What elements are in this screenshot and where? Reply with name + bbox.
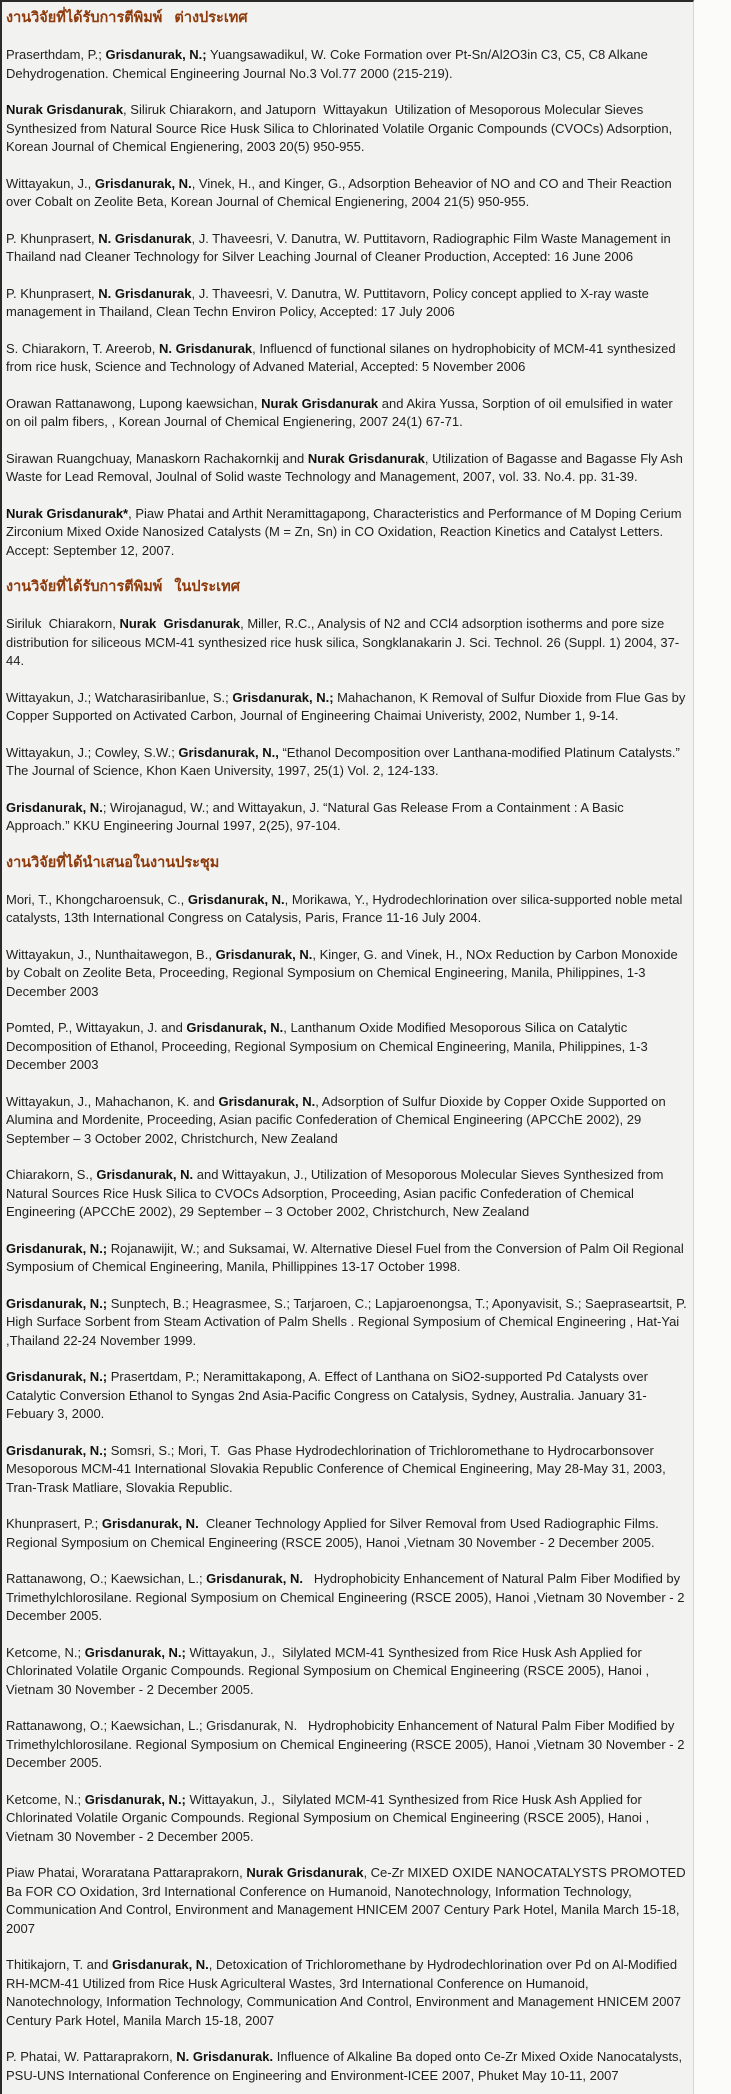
author-name-bold: Grisdanurak, N.; [105,47,207,62]
citation-text: , Morikawa, Y., Hydrodechlorination over silica-supported noble metal catalysts, 13th International Congress on Catalysis, Paris, France 11-16 July 2004. [6,891,686,925]
citation-text: Thitikajorn, T. and [6,1957,112,1972]
citation-paragraph [6,689,690,726]
citation-text: Wittayakun, J., [6,175,95,191]
citation-text: , J. Thaveesri, V. Danutra, W. Puttitavorn, Policy concept applied to X-ray waste management in Thailand, Clean Techn Environ Policy, Accepted: 17 July 2006 [6,285,653,319]
author-name-bold: Grisdanurak, N.; [6,1295,108,1311]
citation-text: , Influencd of functional silanes on hydrophobicity of MCM-41 synthesized from rice husk, Science and Technology of Advaned Material, Accepted: 5 November 2006 [6,340,680,374]
citation-paragraph [6,1791,687,1847]
citation-paragraph [6,891,687,928]
citation-paragraph [6,1644,687,1700]
author-name-bold: Nurak Grisdanurak [261,395,379,411]
author-name-bold: Grisdanurak, N.; [6,1240,108,1256]
citation-paragraph [6,395,687,432]
citation-paragraph [6,1717,687,1773]
author-name-bold: Grisdanurak, N.; [84,1791,186,1807]
citation-paragraph [6,799,687,836]
citation-text: Pomted, P., Wittayakun, J. and [6,1020,187,1035]
citation-text: Cleaner Technology Applied for Silver Removal from Used Radiographic Films. Regional Symposium on Chemical Engineering (RSCE 2005), Hanoi ,Vietnam 30 November - 2 December 2005. [6,1516,663,1550]
citation-text: Sunptech, B.; Heagrasmee, S.; Tarjaroen, C.; Lapjaroenongsa, T.; Aponyavisit, S.; Saepraseartsit, P. High Surface Sorbent from Steam Activation of Palm Shells . Regional Symposium of Chemical Engineering , Hat-Yai ,Thailand 22-24 November 1999. [6,1295,691,1348]
citation-text: Wittayakun, J., Silylated MCM-41 Synthesized from Rice Husk Ash Applied for Chlorinated Volatile Organic Compounds. Regional Symposium on Chemical Engineering (RSCE 2005), Hanoi , Vietnam 30 November - 2 December 2005. [6,1644,653,1697]
citation-text: S. Chiarakorn, T. Areerob, [6,340,159,356]
citation-paragraph [6,1442,687,1498]
citation-paragraph [6,101,687,157]
citation-paragraph [6,340,687,377]
citation-text: Wittayakun, J., Mahachanon, K. and [6,1093,219,1109]
citation-text: Wittayakun, J.; Cowley, S.W.; [6,744,179,760]
author-name-bold: Grisdanurak, N. [94,175,192,191]
citation-text: , Adsorption of Sulfur Dioxide by Copper Oxide Supported on Alumina and Mordenite, Proceeding, Asian pacific Confederation of Chemical Engineering (APCChE 2002), 29 September – 3 October 2002, Christchurch, New Zealand [6,1093,669,1146]
citation-text: , Kinger, G. and Vinek, H., NOx Reduction by Carbon Monoxide by Cobalt on Zeolite Beta, Proceeding, Regional Symposium on Chemical Engineering, Manila, Philippines, 1-3 December 2003 [6,946,682,999]
author-name-bold: N. Grisdanurak. [176,2049,274,2064]
citation-text: Wittayakun, J., Nunthaitawegon, B., [6,946,216,962]
author-name-bold: Grisdanurak, N. [186,1020,284,1035]
citation-text: , Lanthanum Oxide Modified Mesoporous Silica on Catalytic Decomposition of Ethanol, Proceeding, Regional Symposium on Chemical Engineering, Manila, Philippines, 1-3 December 2003 [6,1020,652,1072]
citation-text: and Wittayakun, J., Utilization of Mesoporous Molecular Sieves Synthesized from Natural Sources Rice Husk Silica to CVOCs Adsorption, Proceeding, Asian pacific Confederation of Chemical Engineering (APCChE 2002), 29 September – 3 October 2002, Christchurch, New Zealand [6,1167,668,1219]
citation-paragraph [6,1093,687,1149]
citation-text: Ketcome, N.; [6,1791,85,1807]
citation-text: Ketcome, N.; [6,1644,85,1660]
citation-text: Mori, T., Khongcharoensuk, C., [6,891,188,907]
citation-text: P. Khunprasert, [6,285,99,301]
citation-paragraph [6,946,687,1002]
citation-text: , Vinek, H., and Kinger, G., Adsorption Beheavior of NO and CO and Their Reaction over Cobalt on Zeolite Beta, Korean Journal of Chemical Engienering, 2004 21(5) 950-955. [6,175,676,209]
citation-text: Chiarakorn, S., [6,1167,97,1182]
citation-text: P. Phatai, W. Pattaraprakorn, [6,2049,177,2064]
citation-text: , Utilization of Bagasse and Bagasse Fly Ash Waste for Lead Removal, Joulnal of Solid waste Technology and Management, 2007, vol. 33. No.4. pp. 31-39. [6,450,687,484]
citation-text: , Siliruk Chiarakorn, and Jatuporn Wittayakun Utilization of Mesoporous Molecular Sieves Synthesized from Natural Source Rice Husk Silica to Chlorinated Volatile Organic Compounds (CVOCs) Adsorption, Korean Journal of Chemical Engienering, 2003 20(5) 950-955. [6,102,676,154]
section-header: งานวิจัยที่ได้รับการตีพิมพ์ ในประเทศ [6,579,240,595]
citation-paragraph [6,615,687,671]
author-name-bold: Grisdanurak, N.; [6,1369,108,1384]
author-name-bold: Nurak Grisdanurak [307,450,425,466]
citation-text: Siriluk Chiarakorn, [6,616,120,631]
citation-paragraph [6,175,687,212]
author-name-bold: Grisdanurak, N.; [232,689,334,705]
citation-text: Sirawan Ruangchuay, Manaskorn Rachakornkij and [6,450,308,466]
citation-paragraph [6,450,687,487]
citation-text: , Miller, R.C., Analysis of N2 and CCl4 adsorption isotherms and pore size distribution for siliceous MCM-41 synthesized rice husk silica, Songklanakarin J. Sci. Technol. 26 (Suppl. 1) 2004, 37-44. [6,616,680,668]
citation-text: Yuangsawadikul, W. Coke Formation over Pt-Sn/Al2O3in C3, C5, C8 Alkane Dehydrogenation. Chemical Engineering Journal No.3 Vol.77 2000 (215-219). [6,47,652,81]
citation-text: Piaw Phatai, Woraratana Pattaraprakorn, [6,1865,247,1880]
citation-text: P. Khunprasert, [6,230,99,246]
citation-text: Hydrophobicity Enhancement of Natural Palm Fiber Modified by Trimethylchlorosilane. Regional Symposium on Chemical Engineering (RSCE 2005), Hanoi ,Vietnam 30 November - 2 December 2005. [6,1571,689,1623]
citation-text: Rattanawong, O.; Kaewsichan, L.; Grisdanurak, N. Hydrophobicity Enhancement of Natural Palm Fiber Modified by Trimethylchlorosilane. Regional Symposium on Chemical Engineering (RSCE 2005), Hanoi ,Vietnam 30 November - 2 December 2005. [6,1718,689,1770]
citation-paragraph [6,2048,687,2085]
citation-text: , Ce-Zr MIXED OXIDE NANOCATALYSTS PROMOTED Ba FOR CO Oxidation, 3rd International Conference on Humanoid, Nanotechnology, Information Technology, Communication And Control, Environment and Management HNICEM 2007 Century Park Hotel, Manila March 15-18, 2007 [6,1865,690,1936]
citation-paragraph [6,46,687,83]
citation-paragraph [6,1240,687,1277]
citation-paragraph [6,1864,690,1938]
author-name-bold: Grisdanurak, N. [111,1957,209,1972]
author-name-bold: Grisdanurak, N. [218,1093,316,1109]
citation-paragraph [6,744,687,781]
citation-paragraph [6,230,687,267]
author-name-bold: Grisdanurak, N. [206,1571,303,1586]
citation-text: Praserthdam, P.; [6,47,106,62]
author-name-bold: Grisdanurak, N.; [84,1644,186,1660]
citation-text: ; Wirojanagud, W.; and Wittayakun, J. “Natural Gas Release From a Containment : A Basic Approach.” KKU Engineering Journal 1997, 2(25), 97-104. [6,799,627,833]
citation-paragraph [6,285,687,322]
citation-text: Mahachanon, K Removal of Sulfur Dioxide from Flue Gas by Copper Supported on Activated Carbon, Journal of Engineering Chaimai Univeristy, 2002, Number 1, 9-14. [6,689,690,723]
author-name-bold: Nurak Grisdanurak [246,1865,364,1880]
citation-paragraph [6,505,687,561]
citation-text: , Piaw Phatai and Arthit Neramittagapong, Characteristics and Performance of M Doping Cerium Zirconium Mixed Oxide Nanosized Catalysts (M = Zn, Sn) in CO Oxidation, Reaction Kinetics and Catalyst Letters. Accept: September 12, 2007. [6,505,686,558]
author-name-bold: Grisdanurak, N. [215,946,313,962]
citation-text: Rattanawong, O.; Kaewsichan, L.; [6,1571,207,1586]
citation-paragraph [6,1515,687,1552]
author-name-bold: Grisdanurak, N. [187,891,285,907]
citation-paragraph [6,1019,687,1075]
citation-text: Khunprasert, P.; [6,1516,102,1531]
author-name-bold: N. Grisdanurak [98,285,192,301]
citation-paragraph [6,1570,687,1626]
citation-text: Rojanawijit, W.; and Suksamai, W. Alternative Diesel Fuel from the Conversion of Palm Oil Regional Symposium of Chemical Engineering, Manila, Phillippines 13-17 October 1998. [6,1240,688,1274]
author-name-bold: Nurak Grisdanurak [119,616,241,631]
citation-paragraph [6,1295,691,1351]
author-name-bold: Grisdanurak, N. [101,1516,199,1531]
citation-text: Prasertdam, P.; Neramittakapong, A. Effect of Lanthana on SiO2-supported Pd Catalysts over Catalytic Conversion Ethanol to Syngas 2nd Asia-Pacific Congress on Catalysis, Sydney, Australia. January 31-Febuary 3, 2000. [6,1369,652,1421]
citation-paragraph [6,1956,687,2030]
citation-text: Wittayakun, J., Silylated MCM-41 Synthesized from Rice Husk Ash Applied for Chlorinated Volatile Organic Compounds. Regional Symposium on Chemical Engineering (RSCE 2005), Hanoi , Vietnam 30 November - 2 December 2005. [6,1791,653,1844]
citation-text: Influence of Alkaline Ba doped onto Ce-Zr Mixed Oxide Nanocatalysts, PSU-UNS International Conference on Engineering and Environment-ICEE 2007, Phuket May 10-11, 2007 [6,2049,686,2083]
author-name-bold: Grisdanurak, N., [178,744,279,760]
section-header: งานวิจัยที่ได้นำเสนอในงานประชุม [6,854,220,871]
citation-text: Somsri, S.; Mori, T. Gas Phase Hydrodechlorination of Trichloromethane to Hydrocarbonsover Mesoporous MCM-41 International Slovakia Republic Conference of Chemical Engineering, May 28-May 31, 2003, Tran-Trask Matliare, Slovakia Republic. [6,1442,670,1495]
citation-text: “Ethanol Decomposition over Lanthana-modified Platinum Catalysts.” The Journal of Science, Khon Kaen University, 1997, 25(1) Vol. 2, 124-133. [6,744,684,778]
author-name-bold: Grisdanurak, N. [6,799,103,815]
citation-text: , Detoxication of Trichloromethane by Hydrodechlorination over Pd on Al-Modified RH-MCM-41 Utilized from Rice Husk Agriculteral Wastes, 3rd International Conference on Humanoid, Nanotechnology, Information Technology, Communication And Control, Environment and Management HNICEM 2007 Century Park Hotel, Manila March 15-18, 2007 [6,1957,685,2028]
author-name-bold: Grisdanurak, N. [96,1167,194,1182]
citation-text: and Akira Yussa, Sorption of oil emulsified in water on oil palm fibers, , Korean Journal of Chemical Engienering, 2007 24(1) 67-71. [6,395,677,429]
citation-paragraph [6,1368,687,1424]
section-header: งานวิจัยที่ได้รับการตีพิมพ์ ต่างประเทศ [6,10,248,26]
citation-text: Orawan Rattanawong, Lupong kaewsichan, [6,395,262,411]
citation-text: Wittayakun, J.; Watcharasiribanlue, S.; [6,689,233,705]
author-name-bold: N. Grisdanurak [98,230,192,246]
author-name-bold: Nurak Grisdanurak [6,102,124,117]
author-name-bold: Grisdanurak, N.; [6,1442,108,1458]
citation-paragraph [6,1166,687,1222]
author-name-bold: Nurak Grisdanurak* [6,505,129,521]
author-name-bold: N. Grisdanurak [158,340,253,356]
citation-text: , J. Thaveesri, V. Danutra, W. Puttitavorn, Radiographic Film Waste Management in Thailand nad Cleaner Technology for Silver Leaching Journal of Cleaner Production, Accepted: 16 June 2006 [6,230,675,264]
